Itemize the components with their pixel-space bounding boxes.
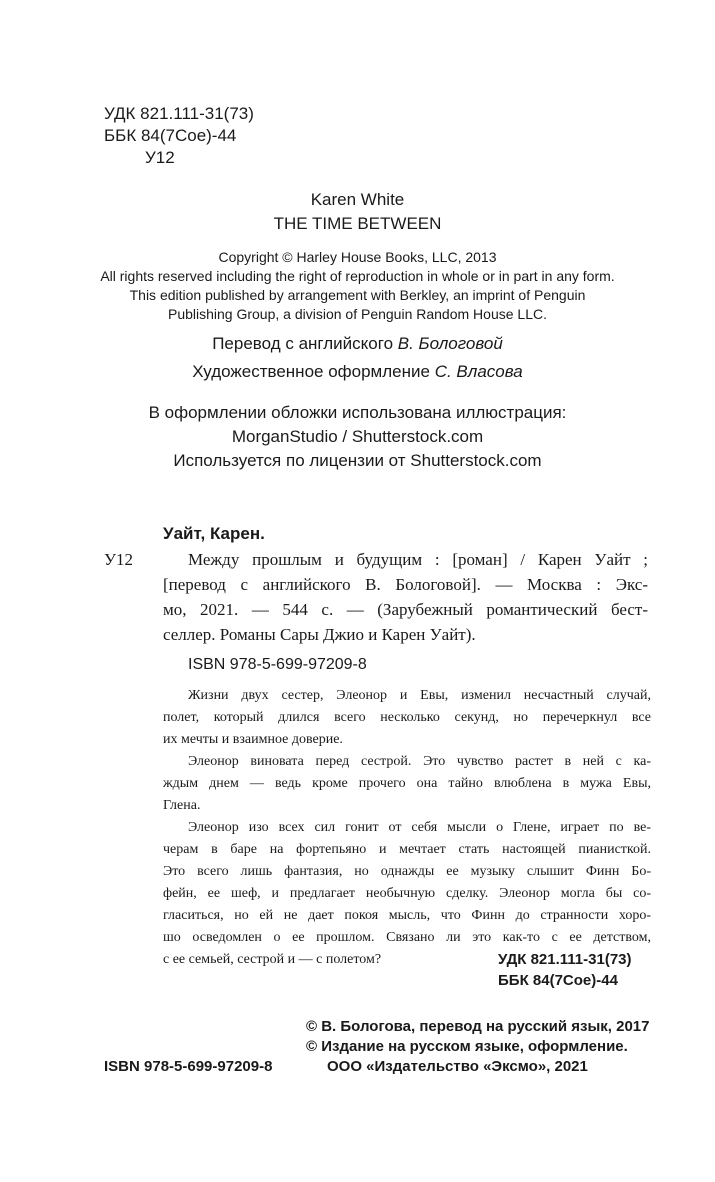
translation-credit (0, 334, 715, 354)
annotation-line: ждым днем — ведь кроме прочего она тайно влюблена в мужа Евы, (163, 776, 651, 791)
annotation-line: гласиться, но ей не дает покоя мысль, что Финн до странности хоро- (163, 908, 651, 923)
copyright-line: Copyright © Harley House Books, LLC, 2013 (218, 249, 497, 265)
footer-udk: УДК 821.111-31(73) (498, 951, 632, 968)
bibliographic-line: селлер. Романы Сары Джио и Карен Уайт). (163, 625, 476, 644)
original-author: Karen White (310, 190, 405, 209)
author-mark: У12 (145, 148, 175, 167)
footer-copyright-line: © В. Бологова, перевод на русский язык, 2017 (306, 1018, 650, 1035)
copyright-line: All rights reserved including the right of reproduction in whole or in part in any form. (100, 268, 615, 284)
copyright-line: Publishing Group, a division of Penguin Random House LLC. (167, 306, 547, 322)
bibliographic-line: мо, 2021. — 544 с. — (Зарубежный романтический бест- (163, 600, 648, 619)
design-label: Художественное оформление (192, 362, 430, 381)
translator-name: В. Бологовой (397, 334, 503, 353)
bibliographic-line: Между прошлым и будущим : [роман] / Карен Уайт ; (188, 550, 648, 569)
translation-label: Перевод с английского (212, 334, 394, 353)
bbk-code: ББК 84(7Сое)-44 (104, 126, 237, 145)
cover-illustration-line: В оформлении обложки использована иллюстрация: (148, 403, 567, 422)
bibliographic-heading: Уайт, Карен. (163, 524, 265, 543)
design-credit (0, 362, 715, 382)
annotation-line: шо осведомлен о ее прошлом. Связано ли это как-то с ее детством, (163, 930, 651, 945)
designer-name: С. Власова (434, 362, 523, 381)
udk-code: УДК 821.111-31(73) (104, 104, 254, 123)
cover-illustration-line: Используется по лицензии от Shutterstock.com (173, 451, 542, 470)
annotation-line: Глена. (163, 798, 201, 813)
annotation-line: Жизни двух сестер, Элеонор и Евы, изменил несчастный случай, (188, 688, 651, 703)
annotation-line: Это всего лишь фантазия, но однажды ее музыку слышит Финн Бо- (163, 864, 651, 879)
footer-bbk: ББК 84(7Сое)-44 (498, 972, 618, 989)
bibliographic-mark: У12 (104, 550, 134, 569)
footer-copyright-line: ООО «Издательство «Эксмо», 2021 (327, 1058, 588, 1075)
annotation-line: фейн, ее шеф, и предлагает необычную сделку. Элеонор могла бы со- (163, 886, 651, 901)
cover-illustration-line: MorganStudio / Shutterstock.com (231, 427, 484, 446)
annotation-line: Элеонор виновата перед сестрой. Это чувство растет в ней с ка- (188, 754, 651, 769)
annotation-line: черам в баре на фортепьяно и мечтает стать настоящей пианисткой. (163, 842, 651, 857)
annotation-line: полет, который длился всего несколько секунд, но перечеркнул все (163, 710, 651, 725)
footer-copyright-line: © Издание на русском языке, оформление. (306, 1038, 628, 1055)
annotation-line: их мечты и взаимное доверие. (163, 732, 343, 747)
original-title: THE TIME BETWEEN (273, 214, 442, 233)
annotation-line: с ее семьей, сестрой и — с полетом? (163, 952, 382, 967)
copyright-line: This edition published by arrangement with Berkley, an imprint of Penguin (129, 287, 586, 303)
annotation-line: Элеонор изо всех сил гонит от себя мысли о Глене, играет по ве- (188, 820, 651, 835)
bibliographic-line: [перевод с английского В. Бологовой]. — Москва : Экс- (163, 575, 648, 594)
bibliographic-isbn: ISBN 978-5-699-97209-8 (188, 656, 367, 673)
footer-isbn: ISBN 978-5-699-97209-8 (104, 1058, 273, 1075)
